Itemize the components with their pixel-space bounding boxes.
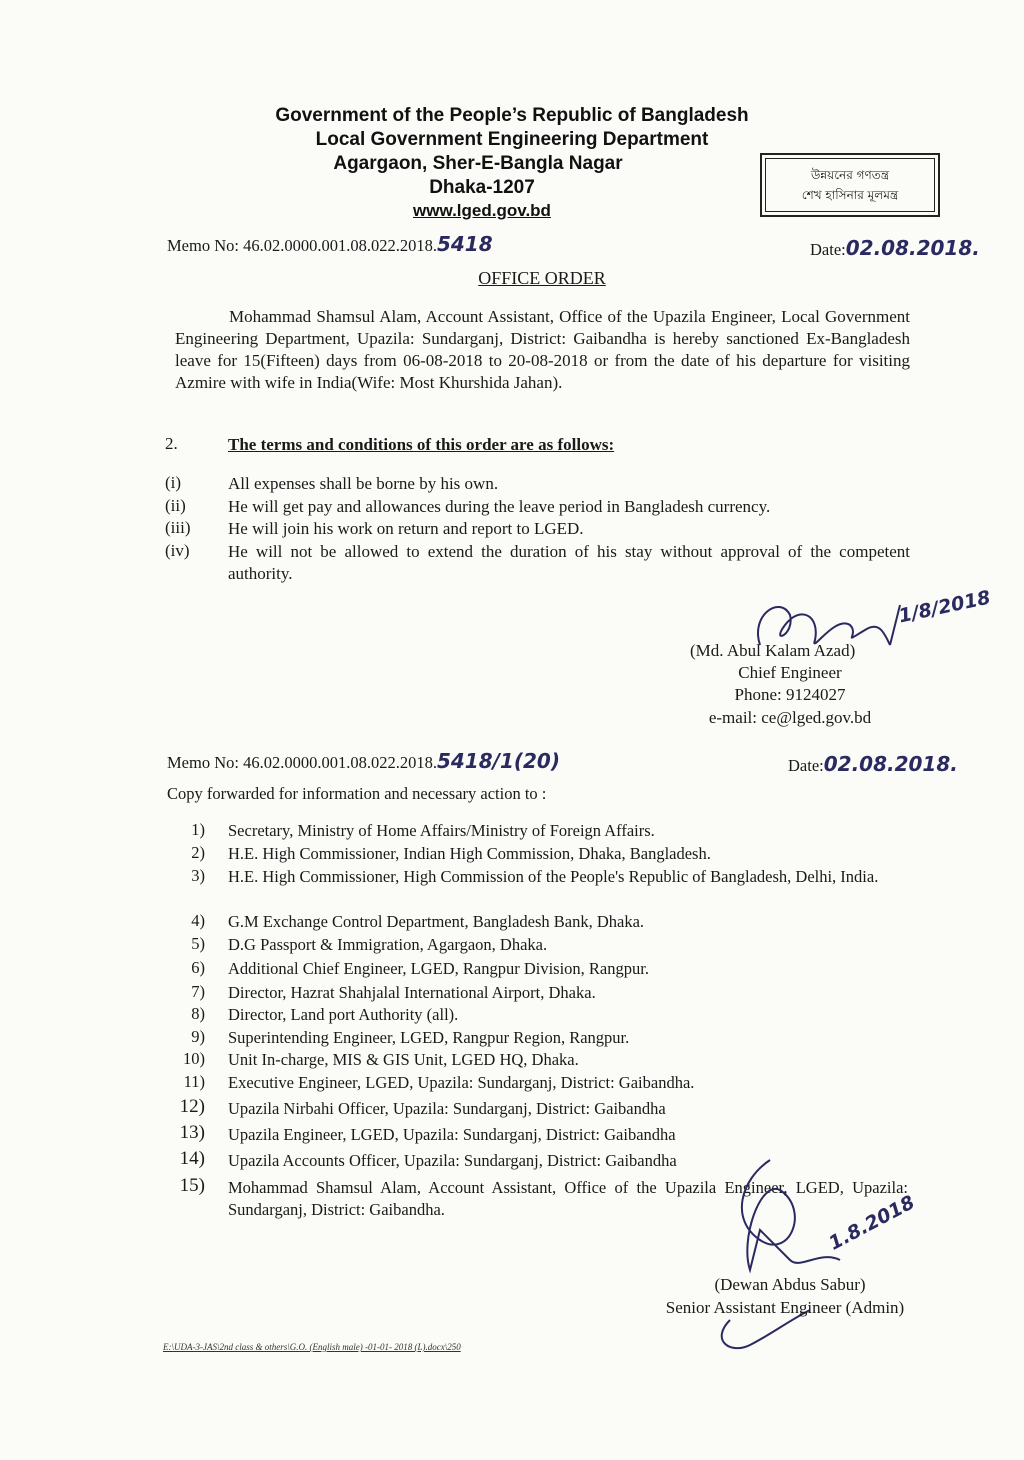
term-num: (i) — [165, 473, 182, 492]
copy-num: 8) — [191, 1004, 205, 1023]
copy-num: 10) — [183, 1049, 205, 1068]
copy-item: H.E. High Commissioner, Indian High Commission, Dhaka, Bangladesh. — [228, 844, 711, 863]
copy-num: 1) — [191, 820, 205, 839]
copy-num: 13) — [179, 1122, 205, 1143]
motto-box — [760, 153, 940, 217]
term-item: He will get pay and allowances during the leave period in Bangladesh currency. — [228, 497, 771, 516]
copy-num: 5) — [191, 934, 205, 953]
header-department: Local Government Engineering Department — [315, 129, 709, 150]
copy-num: 11) — [183, 1072, 205, 1091]
copy-item: Superintending Engineer, LGED, Rangpur Region, Rangpur. — [228, 1028, 630, 1047]
copy-item: D.G Passport & Immigration, Agargaon, Dhaka. — [228, 935, 548, 954]
terms-heading: The terms and conditions of this order are as follows: — [228, 435, 615, 454]
copy-item: Upazila Nirbahi Officer, Upazila: Sundarganj, District: Gaibandha — [228, 1099, 666, 1118]
copy-num: 7) — [191, 982, 205, 1001]
memo-date-2 — [788, 752, 958, 776]
copy-num: 12) — [179, 1096, 205, 1117]
copy-item: G.M Exchange Control Department, Bangladesh Bank, Dhaka. — [228, 912, 645, 931]
date-label: Date: — [810, 240, 846, 259]
handwritten-date: 02.08.2018. — [845, 236, 980, 260]
header-address: Agargaon, Sher-E-Bangla Nagar — [333, 153, 623, 174]
motto-line-1: উন্নয়নের গণতন্ত্র — [810, 168, 890, 182]
copy-num: 4) — [191, 911, 205, 930]
copy-item: Additional Chief Engineer, LGED, Rangpur Division, Rangpur. — [228, 959, 649, 978]
term-item: All expenses shall be borne by his own. — [228, 474, 499, 493]
signature-2-date: 1.8.2018 — [825, 1191, 919, 1255]
footer-file-path: E:\UDA-3-JAS\2nd class & others\G.O. (English male) -01-01- 2018 (L).docx\250 — [163, 1342, 461, 1352]
memo-number-2 — [167, 749, 560, 773]
signatory-1-title: Chief Engineer — [738, 663, 842, 682]
motto-line-2: শেখ হাসিনার মূলমন্ত্র — [801, 188, 899, 202]
copy-num: 9) — [191, 1027, 205, 1046]
term-num: (iv) — [165, 541, 190, 560]
signatory-1-email: e-mail: ce@lged.gov.bd — [708, 708, 872, 727]
copy-item: Director, Land port Authority (all). — [228, 1005, 459, 1024]
copy-item: H.E. High Commissioner, High Commission of the People's Republic of Bangladesh, Delhi, India. — [228, 867, 879, 886]
memo-date-1 — [810, 236, 980, 260]
term-item: He will not be allowed to extend the duration of his stay without approval of the competent authority. — [228, 542, 910, 583]
memo-label: Memo No: 46.02.0000.001.08.022.2018. — [167, 753, 437, 772]
copy-num: 6) — [191, 958, 205, 977]
memo-label: Memo No: 46.02.0000.001.08.022.2018. — [167, 236, 437, 255]
body-paragraph — [175, 306, 910, 394]
term-num: (ii) — [165, 496, 186, 515]
copy-item: Secretary, Ministry of Home Affairs/Ministry of Foreign Affairs. — [228, 821, 655, 840]
header-government: Government of the People’s Republic of Bangladesh — [275, 105, 749, 126]
signatory-1-phone: Phone: 9124027 — [734, 685, 846, 704]
signatory-1-name: (Md. Abul Kalam Azad) — [690, 641, 856, 660]
copy-item: Upazila Engineer, LGED, Upazila: Sundarganj, District: Gaibandha — [228, 1125, 676, 1144]
terms-number: 2. — [165, 434, 178, 453]
copy-item: Unit In-charge, MIS & GIS Unit, LGED HQ, Dhaka. — [228, 1050, 579, 1069]
signatory-2-title: Senior Assistant Engineer (Admin) — [665, 1298, 905, 1317]
copy-num: 2) — [191, 843, 205, 862]
term-item: He will join his work on return and report to LGED. — [228, 519, 584, 538]
memo-number-1 — [167, 232, 493, 256]
copy-heading: Copy forwarded for information and necessary action to : — [167, 784, 547, 803]
signatory-2-name: (Dewan Abdus Sabur) — [714, 1275, 866, 1294]
header-website: www.lged.gov.bd — [413, 201, 551, 220]
copy-num: 3) — [191, 866, 205, 885]
date-label: Date: — [788, 756, 824, 775]
copy-num: 14) — [179, 1148, 205, 1169]
handwritten-date: 02.08.2018. — [823, 752, 958, 776]
signature-1-date: 1/8/2018 — [896, 586, 993, 628]
copy-item: Executive Engineer, LGED, Upazila: Sundarganj, District: Gaibandha. — [228, 1073, 695, 1092]
header-city: Dhaka-1207 — [429, 177, 535, 198]
copy-item: Upazila Accounts Officer, Upazila: Sundarganj, District: Gaibandha — [228, 1151, 677, 1170]
copy-item: Director, Hazrat Shahjalal International Airport, Dhaka. — [228, 983, 596, 1002]
copy-item: Mohammad Shamsul Alam, Account Assistant, Office of the Upazila Engineer, LGED, Upazila: Sundarganj, District: Gaibandha. — [228, 1178, 908, 1219]
copy-num: 15) — [179, 1175, 205, 1196]
body-text: Mohammad Shamsul Alam, Account Assistant, Office of the Upazila Engineer, Local Government Engineering Department, Upazila: Sundarganj, District: Gaibandha is hereby sanctioned Ex-Bangladesh leave for 15(Fifteen) days from 06-08-2018 to 20-08-2018 or from the date of his departure for visiting Azmire with wife in India(Wife: Most Khurshida Jahan). — [175, 307, 910, 392]
office-order-title: OFFICE ORDER — [478, 268, 606, 288]
handwritten-memo-no: 5418/1(20) — [436, 749, 560, 773]
term-num: (iii) — [165, 518, 191, 537]
handwritten-memo-no: 5418 — [436, 232, 493, 256]
